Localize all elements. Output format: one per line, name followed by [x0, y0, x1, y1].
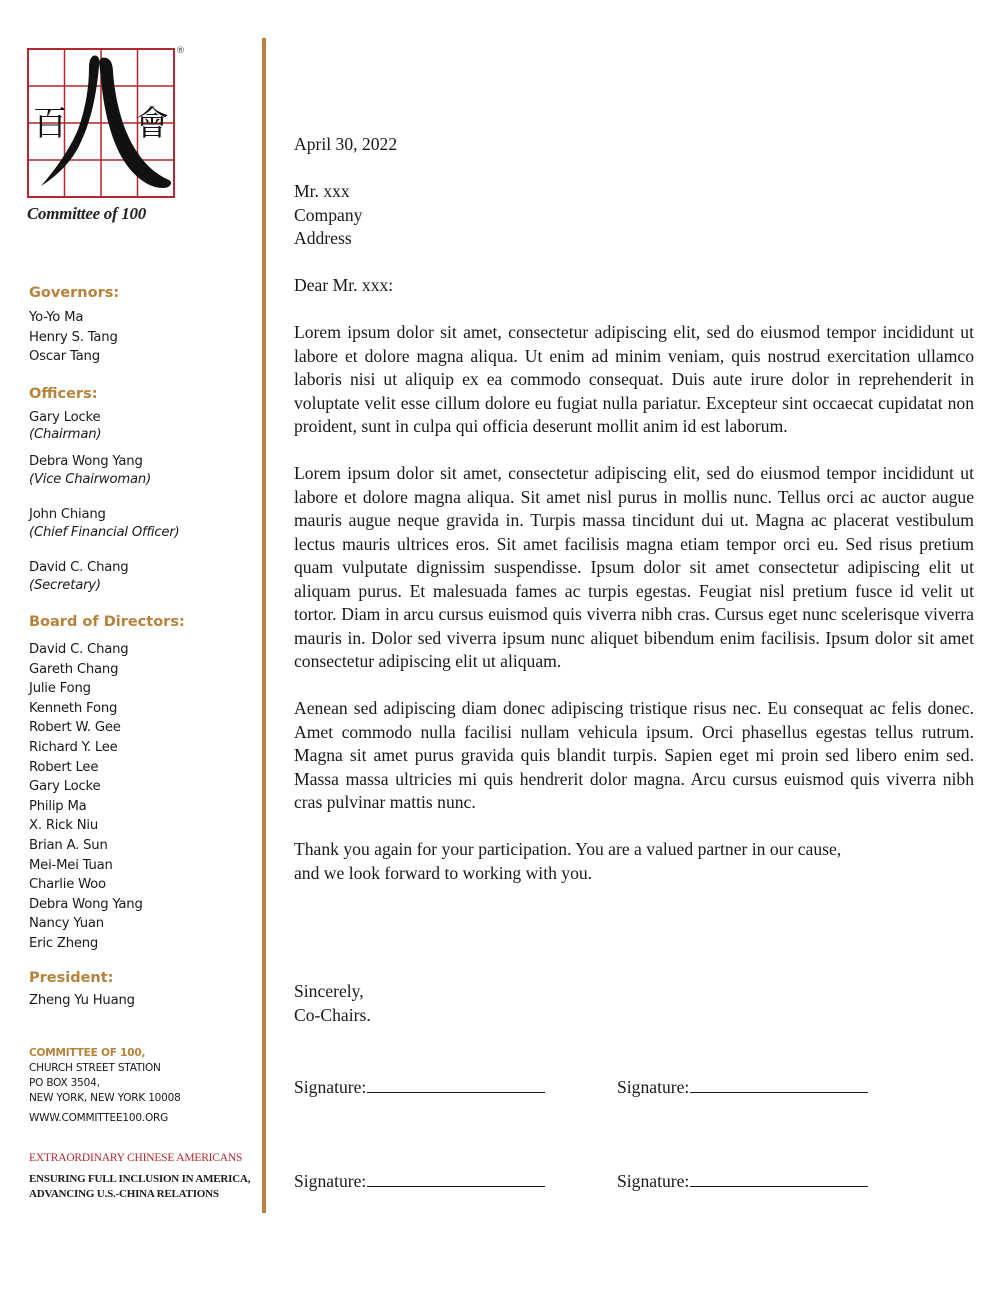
thanks-line: and we look forward to working with you. [294, 862, 593, 883]
thanks-paragraph [294, 838, 974, 885]
officer-role: (Vice Chairwoman) [29, 472, 152, 487]
board-member: Charlie Woo [29, 877, 106, 893]
officer-role: (Secretary) [29, 578, 101, 593]
tagline-line: ADVANCING U.S.-CHINA RELATIONS [29, 1188, 219, 1200]
sidebar-divider [262, 38, 266, 1213]
body-paragraph: Lorem ipsum dolor sit amet, consectetur adipiscing elit, sed do eiusmod tempor incididunt ut labore et dolore magna aliqua. Ut enim ad minim veniam, quis nostrud exercitation ullamco laboris nisi ut aliquip ex ea commodo consequat. Duis aute irure dolor in reprehenderit in voluptate velit esse cillum dolore eu fugiat nulla pariatur. Excepteur sint occaecat cupidatat non proident, sunt in culpa qui officia deserunt mollit anim id est laborum. [294, 322, 974, 436]
officer-role: (Chief Financial Officer) [29, 525, 180, 540]
board-heading: Board of Directors: [29, 614, 185, 630]
governor-name: Yo-Yo Ma [29, 310, 84, 325]
tagline-title: EXTRAORDINARY CHINESE AMERICANS [29, 1152, 243, 1164]
logo-char-right: 會 [135, 104, 169, 144]
address-line: CHURCH STREET STATION [29, 1062, 161, 1074]
signature-field[interactable] [294, 1076, 545, 1098]
address-line: PO BOX 3504, [29, 1077, 100, 1089]
president-heading: President: [29, 970, 114, 986]
board-member: Nancy Yuan [29, 916, 104, 932]
board-member: Robert W. Gee [29, 720, 121, 736]
closing-word: Sincerely, [294, 981, 364, 1001]
signer-name: Co-Chairs. [294, 1004, 371, 1025]
officer-name: John Chiang [29, 507, 106, 522]
letterhead-sidebar [0, 0, 262, 1294]
board-member: Robert Lee [29, 759, 99, 775]
letter-date: April 30, 2022 [294, 134, 398, 154]
recipient-block [294, 180, 974, 251]
officer-name: Gary Locke [29, 410, 101, 425]
recipient-address: Address [294, 228, 352, 248]
signature-field[interactable] [294, 1170, 545, 1192]
website-link[interactable]: WWW.COMMITTEE100.ORG [29, 1112, 169, 1124]
signature-label: Signature: [294, 1171, 367, 1191]
tagline-sub [29, 1172, 250, 1202]
signature-line[interactable] [690, 1076, 868, 1093]
mailing-address [29, 1046, 181, 1126]
board-member: Eric Zheng [29, 935, 99, 951]
signature-line[interactable] [367, 1170, 545, 1187]
officers-heading: Officers: [29, 386, 98, 402]
logo-char-left: 百 [33, 104, 67, 144]
governor-name: Henry S. Tang [29, 330, 118, 345]
signature-field[interactable] [617, 1076, 868, 1098]
committee-logo [27, 46, 185, 233]
body-paragraph: Lorem ipsum dolor sit amet, consectetur adipiscing elit, sed do eiusmod tempor incididunt ut labore et dolore magna aliqua. Sit amet nisl purus in mollis nunc. Tellus orci ac auctor augue mauris augue neque gravida in. Turpis massa tincidunt dui ut. Magna ac placerat vestibulum lectus mauris ultrices eros. Sit amet facilisis magna etiam tempor orci eu. Sed risus pretium quam vulputate dignissim suspendisse. Ipsum dolor sit amet consectetur adipiscing elit ut aliquam purus. Et malesuada fames ac turpis egestas. Feugiat nisl pretium fusce id velit ut tortor. Diam in arcu cursus euismod quis viverra nibh cras. Cursus eget nunc scelerisque viverra mauris in. Dolor sed viverra ipsum nunc aliquet bibendum enim facilisis. Ipsum dolor sit amet consectetur adipiscing elit ut aliquam. [294, 463, 974, 671]
board-member: David C. Chang [29, 642, 129, 657]
president-name: Zheng Yu Huang [29, 993, 135, 1008]
board-member: Philip Ma [29, 798, 87, 814]
logo-wordmark: Committee of 100 [27, 204, 146, 223]
signature-label: Signature: [294, 1077, 367, 1097]
address-org: COMMITTEE OF 100, [29, 1047, 146, 1059]
salutation: Dear Mr. xxx: [294, 275, 394, 295]
board-member: Debra Wong Yang [29, 896, 143, 912]
governor-name: Oscar Tang [29, 349, 100, 364]
closing-block [294, 980, 371, 1027]
signature-label: Signature: [617, 1077, 690, 1097]
board-list [29, 640, 143, 954]
recipient-name: Mr. xxx [294, 181, 350, 201]
board-member: Mei-Mei Tuan [29, 857, 113, 873]
board-member: Richard Y. Lee [29, 739, 118, 755]
signature-label: Signature: [617, 1171, 690, 1191]
board-member: Gary Locke [29, 779, 101, 795]
recipient-company: Company [294, 204, 363, 225]
letter-body [294, 133, 974, 909]
officer-name: Debra Wong Yang [29, 454, 143, 469]
board-member: Gareth Chang [29, 661, 119, 677]
address-line: NEW YORK, NEW YORK 10008 [29, 1092, 181, 1104]
body-paragraph: Aenean sed adipiscing diam donec adipiscing tristique risus nec. Eu consequat ac felis donec. Amet commodo nulla facilisi nullam vehicula ipsum. Orci phasellus egestas tellus rutrum. Magna sit amet purus gravida quis blandit turpis. Sapien eget mi proin sed libero enim sed. Massa massa ultricies mi quis hendrerit dolor magna. Arcu cursus euismod quis viverra nibh cras pulvinar mattis nunc. [294, 698, 974, 812]
board-member: Brian A. Sun [29, 837, 108, 853]
board-member: Kenneth Fong [29, 700, 118, 716]
signature-field[interactable] [617, 1170, 868, 1192]
officer-name: David C. Chang [29, 560, 129, 575]
tagline-line: ENSURING FULL INCLUSION IN AMERICA, [29, 1173, 251, 1185]
registered-mark: ® [176, 46, 185, 56]
signature-line[interactable] [367, 1076, 545, 1093]
board-member: Julie Fong [29, 681, 91, 697]
thanks-line: Thank you again for your participation. You are a valued partner in our cause, [294, 839, 842, 859]
governors-heading: Governors: [29, 285, 120, 301]
officer-role: (Chairman) [29, 427, 102, 442]
board-member: X. Rick Niu [29, 818, 99, 834]
signature-line[interactable] [690, 1170, 868, 1187]
